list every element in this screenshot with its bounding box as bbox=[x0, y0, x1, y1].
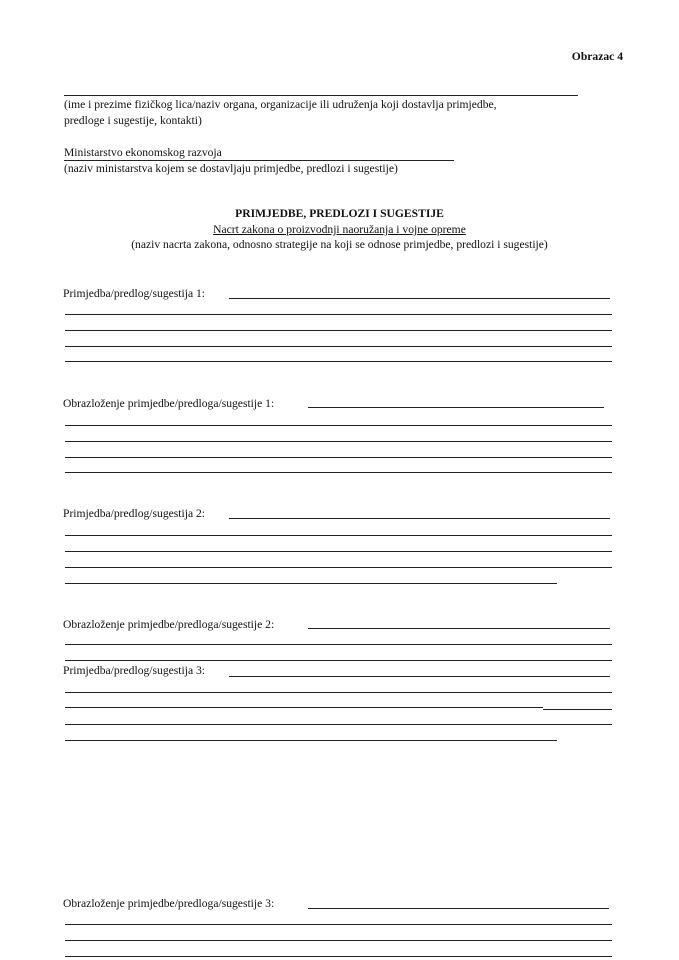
submitter-line[interactable] bbox=[64, 95, 578, 96]
comment-2-line[interactable] bbox=[65, 535, 612, 536]
comment-2-line[interactable] bbox=[229, 518, 610, 519]
comment-2-line[interactable] bbox=[65, 551, 612, 552]
draft-law-name: Nacrt zakona o proizvodnji naoružanja i vojne opreme bbox=[213, 223, 466, 236]
ministry-hint: (naziv ministarstva kojem se dostavljaju primjedbe, predlozi i sugestije) bbox=[64, 162, 398, 175]
comment-2-line[interactable] bbox=[65, 583, 557, 584]
explanation-1-label: Obrazloženje primjedbe/predloga/sugestije 1: bbox=[63, 397, 275, 410]
draft-law-hint: (naziv nacrta zakona, odnosno strategije na koji se odnose primjedbe, predlozi i sugestije) bbox=[131, 238, 548, 251]
comment-3-line[interactable] bbox=[65, 724, 612, 725]
explanation-1-line[interactable] bbox=[65, 441, 612, 442]
comment-1-line[interactable] bbox=[65, 361, 612, 362]
comment-2-label: Primjedba/predlog/sugestija 2: bbox=[63, 507, 206, 520]
submitter-hint-line1: (ime i prezime fizičkog lica/naziv organa, organizacije ili udruženja koji dostavlja primjedbe, bbox=[64, 98, 497, 111]
explanation-1-line[interactable] bbox=[65, 472, 612, 473]
comment-2-line[interactable] bbox=[65, 567, 612, 568]
explanation-1-line[interactable] bbox=[65, 425, 612, 426]
comment-1-line[interactable] bbox=[229, 298, 610, 299]
comment-3-line[interactable] bbox=[543, 709, 612, 710]
explanation-2-line[interactable] bbox=[65, 644, 612, 645]
comment-3-line[interactable] bbox=[65, 740, 557, 741]
explanation-3-line[interactable] bbox=[308, 908, 609, 909]
explanation-3-line[interactable] bbox=[65, 924, 612, 925]
explanation-2-line[interactable] bbox=[65, 660, 612, 661]
submitter-hint-line2: predloge i sugestije, kontakti) bbox=[64, 114, 202, 127]
form-title: PRIMJEDBE, PREDLOZI I SUGESTIJE bbox=[235, 207, 444, 220]
comment-1-line[interactable] bbox=[65, 346, 612, 347]
ministry-line bbox=[64, 160, 454, 161]
explanation-3-line[interactable] bbox=[65, 940, 612, 941]
explanation-1-line[interactable] bbox=[308, 407, 604, 408]
explanation-2-line[interactable] bbox=[308, 628, 610, 629]
comment-3-line[interactable] bbox=[229, 676, 610, 677]
explanation-3-line[interactable] bbox=[65, 956, 612, 957]
comment-1-line[interactable] bbox=[65, 314, 612, 315]
comment-1-label: Primjedba/predlog/sugestija 1: bbox=[63, 287, 206, 300]
ministry-name: Ministarstvo ekonomskog razvoja bbox=[64, 146, 222, 159]
explanation-2-label: Obrazloženje primjedbe/predloga/sugestije 2: bbox=[63, 618, 275, 631]
comment-3-line[interactable] bbox=[65, 707, 543, 708]
comment-1-line[interactable] bbox=[65, 330, 612, 331]
comment-3-label: Primjedba/predlog/sugestija 3: bbox=[63, 664, 206, 677]
comment-3-line[interactable] bbox=[65, 692, 612, 693]
form-number: Obrazac 4 bbox=[571, 50, 623, 63]
explanation-1-line[interactable] bbox=[65, 457, 612, 458]
explanation-3-label: Obrazloženje primjedbe/predloga/sugestije 3: bbox=[63, 897, 275, 910]
